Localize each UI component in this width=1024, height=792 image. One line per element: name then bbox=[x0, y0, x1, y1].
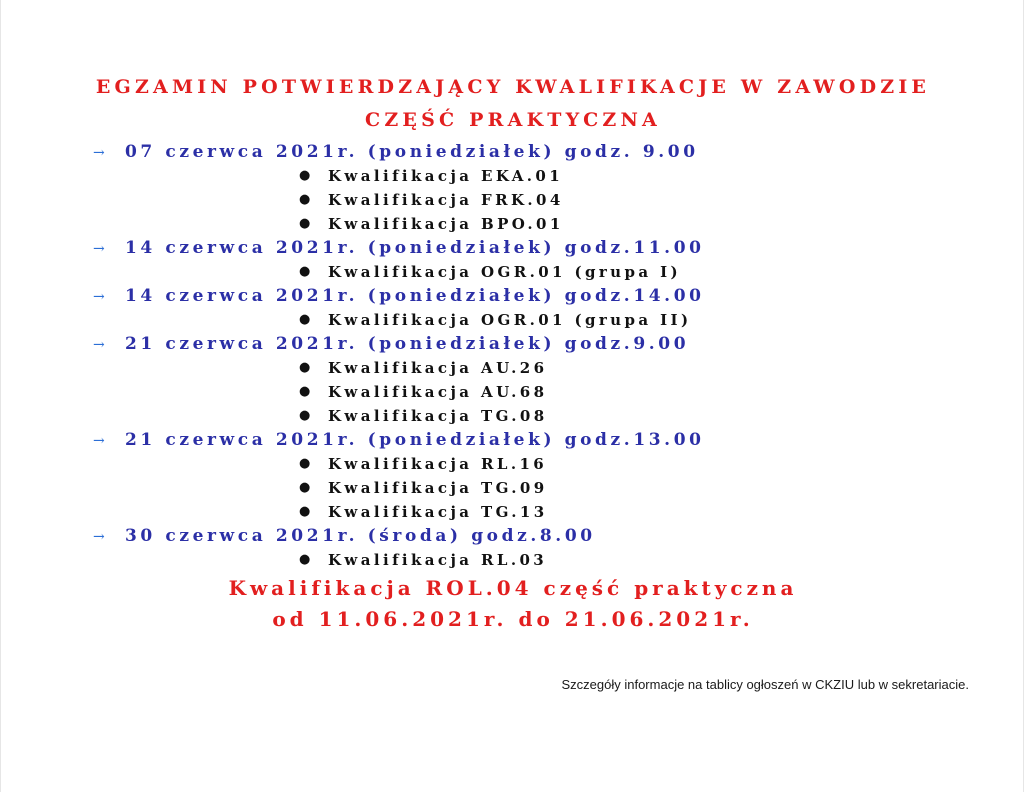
qualification-list bbox=[93, 452, 993, 524]
session-date-row bbox=[93, 140, 993, 164]
qualification-item bbox=[93, 476, 993, 500]
session-date-row bbox=[93, 428, 993, 452]
session-date-row bbox=[93, 284, 993, 308]
qualification-item bbox=[93, 404, 993, 428]
qualification-item bbox=[93, 548, 993, 572]
qualification-label: Kwalifikacja TG.08 bbox=[328, 407, 548, 425]
qualification-label: Kwalifikacja OGR.01 (grupa I) bbox=[328, 263, 682, 281]
right-arrow-icon: → bbox=[93, 241, 105, 257]
qualification-label: Kwalifikacja TG.13 bbox=[328, 503, 548, 521]
right-arrow-icon: → bbox=[93, 337, 105, 353]
schedule-session bbox=[93, 284, 993, 332]
bullet-icon: ● bbox=[299, 504, 311, 519]
qualification-item bbox=[93, 356, 993, 380]
schedule-session bbox=[93, 140, 993, 236]
session-date-row bbox=[93, 236, 993, 260]
bullet-icon: ● bbox=[299, 360, 311, 375]
session-date: 21 czerwca 2021r. (poniedziałek) godz.9.00 bbox=[125, 334, 690, 354]
bullet-icon: ● bbox=[299, 456, 311, 471]
qualification-item bbox=[93, 500, 993, 524]
rol-notice-dates: od 11.06.2021r. do 21.06.2021r. bbox=[272, 607, 754, 631]
qualification-item bbox=[93, 164, 993, 188]
session-date: 14 czerwca 2021r. (poniedziałek) godz.11.00 bbox=[125, 238, 705, 258]
session-date: 14 czerwca 2021r. (poniedziałek) godz.14.00 bbox=[125, 286, 705, 306]
rol-notice-title: Kwalifikacja ROL.04 część praktyczna bbox=[228, 576, 798, 600]
qualification-label: Kwalifikacja FRK.04 bbox=[328, 191, 564, 209]
session-date: 07 czerwca 2021r. (poniedziałek) godz. 9.00 bbox=[125, 142, 699, 162]
bullet-icon: ● bbox=[299, 264, 311, 279]
session-date: 30 czerwca 2021r. (środa) godz.8.00 bbox=[125, 526, 596, 546]
qualification-item bbox=[93, 308, 993, 332]
qualification-list bbox=[93, 164, 993, 236]
schedule-session bbox=[93, 524, 993, 572]
session-date: 21 czerwca 2021r. (poniedziałek) godz.13.00 bbox=[125, 430, 705, 450]
bullet-icon: ● bbox=[299, 168, 311, 183]
bullet-icon: ● bbox=[299, 408, 311, 423]
schedule-session bbox=[93, 236, 993, 284]
qualification-item bbox=[93, 188, 993, 212]
qualification-item bbox=[93, 260, 993, 284]
bullet-icon: ● bbox=[299, 552, 311, 567]
bullet-icon: ● bbox=[299, 192, 311, 207]
footer-note: Szczegóły informacje na tablicy ogłoszeń w CKZIU lub w sekretariacie. bbox=[561, 677, 969, 692]
qualification-label: Kwalifikacja AU.68 bbox=[328, 383, 548, 401]
bullet-icon: ● bbox=[299, 216, 311, 231]
qualification-item bbox=[93, 212, 993, 236]
qualification-label: Kwalifikacja AU.26 bbox=[328, 359, 548, 377]
qualification-list bbox=[93, 308, 993, 332]
qualification-item bbox=[93, 452, 993, 476]
right-arrow-icon: → bbox=[93, 433, 105, 449]
bullet-icon: ● bbox=[299, 384, 311, 399]
right-arrow-icon: → bbox=[93, 145, 105, 161]
schedule-session bbox=[93, 332, 993, 428]
qualification-item bbox=[93, 380, 993, 404]
bullet-icon: ● bbox=[299, 312, 311, 327]
qualification-list bbox=[93, 260, 993, 284]
qualification-label: Kwalifikacja EKA.01 bbox=[328, 167, 564, 185]
qualification-label: Kwalifikacja RL.03 bbox=[328, 551, 548, 569]
right-arrow-icon: → bbox=[93, 529, 105, 545]
qualification-list bbox=[93, 548, 993, 572]
right-arrow-icon: → bbox=[93, 289, 105, 305]
exam-title: EGZAMIN POTWIERDZAJĄCY KWALIFIKACJE W ZAWODZIE bbox=[95, 76, 931, 98]
schedule-session bbox=[93, 428, 993, 524]
qualification-list bbox=[93, 356, 993, 428]
exam-schedule bbox=[93, 140, 993, 572]
bullet-icon: ● bbox=[299, 480, 311, 495]
qualification-label: Kwalifikacja TG.09 bbox=[328, 479, 548, 497]
exam-subtitle: CZĘŚĆ PRAKTYCZNA bbox=[365, 109, 661, 131]
qualification-label: Kwalifikacja OGR.01 (grupa II) bbox=[328, 311, 692, 329]
qualification-label: Kwalifikacja RL.16 bbox=[328, 455, 548, 473]
session-date-row bbox=[93, 524, 993, 548]
session-date-row bbox=[93, 332, 993, 356]
qualification-label: Kwalifikacja BPO.01 bbox=[328, 215, 564, 233]
